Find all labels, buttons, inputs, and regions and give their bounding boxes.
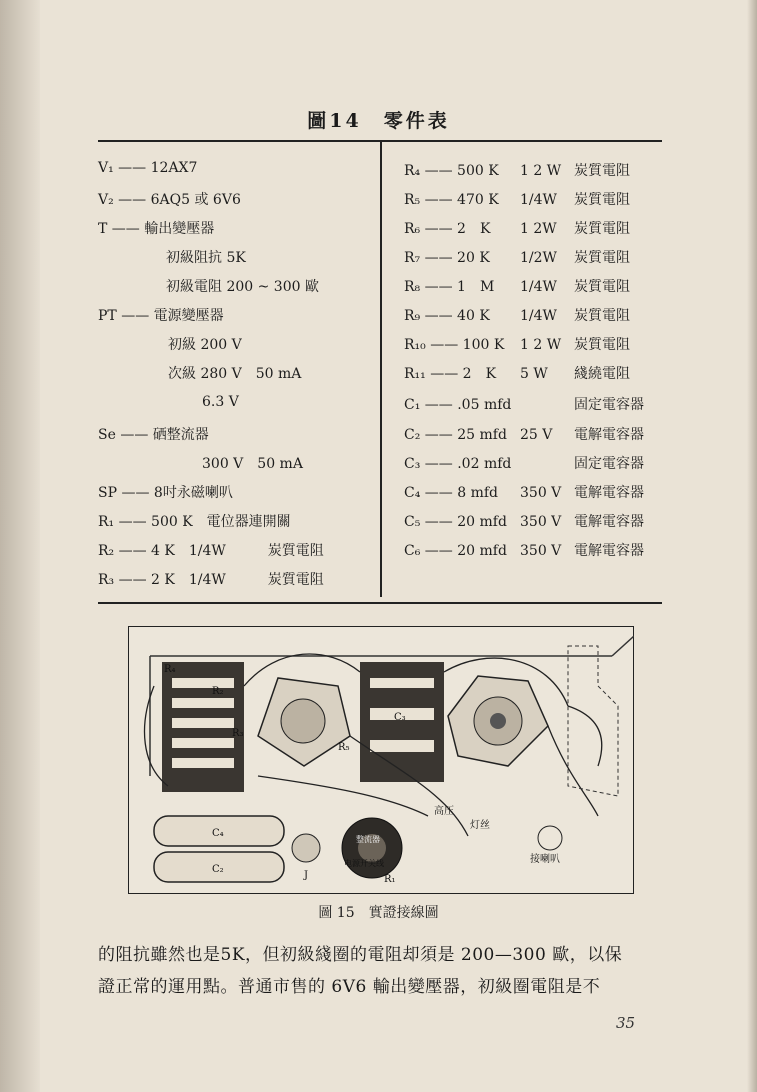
part-type: 炭質電阻 (574, 279, 630, 295)
table-column-divider (380, 142, 382, 597)
part-rating: 1/4W (520, 308, 557, 324)
label-r4: R₄ (164, 664, 176, 675)
list-item: Se —— 硒整流器 (98, 427, 209, 443)
label-r1: R₁ (384, 874, 396, 885)
part-type: 固定電容器 (574, 456, 644, 472)
label-j: J (304, 870, 309, 881)
list-item: R₃ —— 2 K 1/4W 炭質電阻 (98, 572, 324, 588)
part-id-value: R₅ —— 470 K (404, 192, 499, 208)
list-item: V₂ —— 6AQ5 或 6V6 (98, 192, 241, 208)
part-rating: 1/2W (520, 250, 557, 266)
part-id-value: C₃ —— .02 mfd (404, 456, 512, 472)
label-c2: C₂ (212, 864, 224, 875)
label-speaker: 接喇叭 (530, 854, 560, 865)
page-gutter-shadow (0, 0, 40, 1092)
part-type: 固定電容器 (574, 397, 644, 413)
part-id-value: R₄ —— 500 K (404, 163, 499, 179)
part-rating: 1/4W (520, 279, 557, 295)
part-id-value: R₉ —— 40 K (404, 308, 490, 324)
part-id-value: C₄ —— 8 mfd (404, 485, 499, 501)
list-item: 次級 280 V 50 mA (168, 366, 302, 382)
label-rectifier: 整流器 (356, 835, 380, 844)
list-item: T —— 輸出變壓器 (98, 221, 215, 237)
page-number: 35 (616, 1014, 636, 1032)
list-item (404, 540, 644, 560)
list-item: 初級電阻 200 ~ 300 歐 (166, 279, 319, 295)
part-type: 電解電容器 (574, 485, 644, 501)
label-r5: R₅ (338, 742, 350, 753)
part-id-value: C₅ —— 20 mfd (404, 514, 507, 530)
list-item: 300 V 50 mA (202, 456, 303, 472)
part-type: 炭質電阻 (574, 250, 630, 266)
part-rating: 350 V (520, 543, 562, 559)
part-id-value: C₂ —— 25 mfd (404, 427, 507, 443)
page-edge-shadow (747, 0, 757, 1092)
list-item (404, 334, 630, 354)
list-item (404, 189, 630, 209)
label-filament: 灯丝 (470, 820, 490, 831)
list-item (404, 160, 630, 180)
part-rating: 1 2W (520, 221, 557, 237)
list-item (404, 453, 644, 473)
list-item (404, 305, 630, 325)
label-c4: C₄ (212, 828, 224, 839)
part-type: 炭質電阻 (574, 221, 630, 237)
label-r2: R₂ (212, 686, 224, 697)
part-rating: 1 2 W (520, 163, 562, 179)
list-item: 初級 200 V (168, 337, 242, 353)
volume-potentiometer (292, 834, 320, 862)
part-id-value: R₈ —— 1 M (404, 279, 495, 295)
label-c3: C₃ (394, 712, 406, 723)
part-rating: 350 V (520, 485, 562, 501)
list-item: R₂ —— 4 K 1/4W 炭質電阻 (98, 543, 324, 559)
body-text-line: 證正常的運用點。普通市售的 6V6 輸出變壓器，初級圈電阻是不 (98, 977, 601, 997)
label-r3: R₃ (232, 728, 244, 739)
label-high-voltage: 高压 (434, 806, 454, 817)
wiring-diagram (128, 626, 634, 894)
list-item (404, 511, 644, 531)
part-type: 電解電容器 (574, 543, 644, 559)
label-power-switch-wire: 电源开关线 (344, 859, 384, 868)
list-item (404, 394, 644, 414)
part-type: 炭質電阻 (574, 337, 630, 353)
table-title: 圖14 零件表 (307, 110, 450, 132)
body-text-line: 的阻抗雖然也是5K，但初級綫圈的電阻却須是 200—300 歐，以保 (98, 945, 623, 965)
part-id-value: R₁₁ —— 2 K (404, 366, 497, 382)
part-type: 炭質電阻 (574, 192, 630, 208)
figure-caption: 圖 15 實證接線圖 (318, 905, 439, 921)
list-item: 初級阻抗 5K (166, 250, 246, 266)
part-id-value: C₆ —— 20 mfd (404, 543, 507, 559)
table-bottom-rule (98, 602, 662, 604)
list-item: PT —— 電源變壓器 (98, 308, 224, 324)
part-type: 電解電容器 (574, 427, 644, 443)
part-type: 炭質電阻 (574, 163, 630, 179)
list-item: SP —— 8吋永磁喇叭 (98, 485, 233, 501)
list-item (404, 247, 630, 267)
part-type: 綫繞電阻 (574, 366, 630, 382)
list-item (404, 276, 630, 296)
part-rating: 25 V (520, 427, 553, 443)
list-item: V₁ —— 12AX7 (98, 160, 198, 176)
list-item: R₁ —— 500 K 電位器連開關 (98, 514, 291, 530)
part-type: 電解電容器 (574, 514, 644, 530)
part-id-value: C₁ —— .05 mfd (404, 397, 512, 413)
part-rating: 1 2 W (520, 337, 562, 353)
part-id-value: R₆ —— 2 K (404, 221, 491, 237)
list-item (404, 363, 630, 383)
part-id-value: R₁₀ —— 100 K (404, 337, 505, 353)
list-item (404, 482, 644, 502)
list-item (404, 218, 630, 238)
part-id-value: R₇ —— 20 K (404, 250, 490, 266)
part-rating: 350 V (520, 514, 562, 530)
part-type: 炭質電阻 (574, 308, 630, 324)
list-item: 6.3 V (202, 394, 239, 410)
part-rating: 1/4W (520, 192, 557, 208)
part-rating: 5 W (520, 366, 548, 382)
list-item (404, 424, 644, 444)
